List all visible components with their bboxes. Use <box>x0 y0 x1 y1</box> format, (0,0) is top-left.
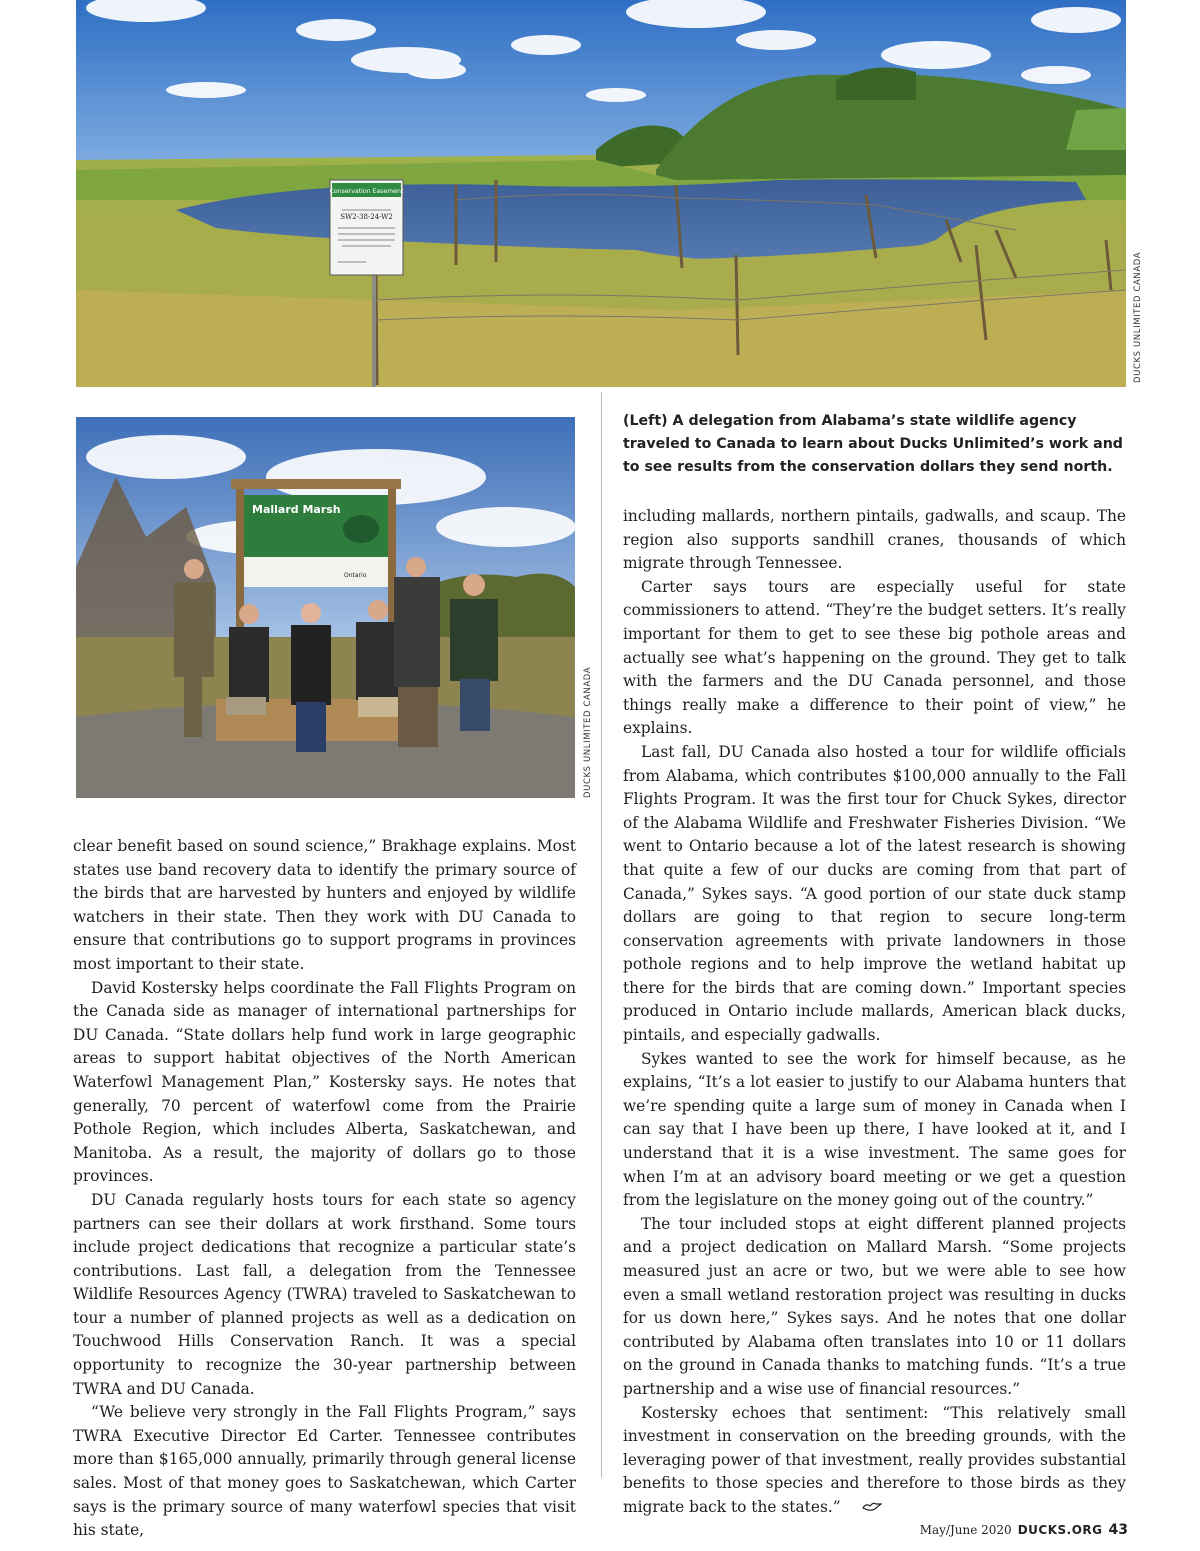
paragraph: Sykes wanted to see the work for himself because, as he explains, “It’s a lot easier to justify to our Alabama hunters that we’re spending quite a large sum of money in Canada when I can say that I have been up there, I have looked at it, and I understand that it is a wise investment. The same goes for when I’m at an advisory board meeting or we get a question from the legislature on the money going out of the country.” <box>623 1049 1126 1210</box>
left-column <box>73 835 576 1543</box>
page-number: 43 <box>1108 1522 1128 1538</box>
issue-date: May/June 2020 <box>919 1523 1012 1537</box>
delegation-photo <box>76 417 575 798</box>
closing-paragraph-text: Kostersky echoes that sentiment: “This relatively small investment in conservation on the breeding grounds, with the leveraging power of that investment, really provides substantial benefits to those species and therefore to those birds as they migrate back to the states.” <box>623 1403 1126 1516</box>
photo-credit-group: DUCKS UNLIMITED CANADA <box>583 666 593 798</box>
paragraph: David Kostersky helps coordinate the Fall Flights Program on the Canada side as manager of international partnerships for DU Canada. “State dollars help fund work in large geographic areas to support habitat objectives of the North American Waterfowl Management Plan,” Kostersky says. He notes that generally, 70 percent of waterfowl come from the Prairie Pothole Region, which includes Alberta, Saskatchewan, and Manitoba. As a result, the majority of dollars go to those provinces. <box>73 978 576 1186</box>
column-divider <box>601 392 602 1478</box>
page-footer <box>920 1522 1128 1538</box>
mallard-marsh-sign <box>244 495 388 587</box>
paragraph: clear benefit based on sound science,” Brakhage explains. Most states use band recovery data to identify the primary source of the birds that are harvested by hunters and enjoyed by wildlife watchers in their state. Then they work with DU Canada to ensure that contributions go to support programs in provinces most important to their state. <box>73 837 576 973</box>
paragraph: Carter says tours are especially useful for state commissioners to attend. “They’re the budget setters. It’s really important for them to get to see these big pothole areas and actually see what’s happening on the ground. They get to talk with the farmers and the DU Canada personnel, and those things really make a difference to their point of view,” he explains. <box>623 577 1126 738</box>
sign-title-marsh: Mallard Marsh <box>252 503 341 516</box>
easement-sign <box>330 180 404 275</box>
sign-partner: Ontario <box>344 572 367 579</box>
sign-code: SW2-38-24-W2 <box>340 213 393 221</box>
paragraph: The tour included stops at eight different planned projects and a project dedication on Mallard Marsh. “Some projects measured just an acre or two, but we were able to see how even a small wetland restoration project was resulting in ducks for us down here,” Sykes says. And he notes that one dollar contributed by Alabama often translates into 10 or 11 dollars on the ground in Canada thanks to matching funds. “It’s a true partnership and a wise use of financial resources.” <box>623 1214 1126 1398</box>
duck-end-icon <box>844 1496 882 1520</box>
sign-title: Conservation Easement <box>329 188 404 195</box>
paragraph: Last fall, DU Canada also hosted a tour for wildlife officials from Alabama, which contributes $100,000 annually to the Fall Flights Program. It was the first tour for Chuck Sykes, director of the Alabama Wildlife and Freshwater Fisheries Division. “We went to Ontario because a lot of the latest research is showing that quite a few of our ducks are coming from that part of Canada,” Sykes says. “A good portion of our state duck stamp dollars are going to that region to secure long-term conservation agreements with private landowners in those pothole regions and to help improve the wetland habitat up there for the birds that are coming down.” Important species produced in Ontario include mallards, American black ducks, pintails, and especially gadwalls. <box>623 742 1126 1045</box>
paragraph <box>623 1402 1126 1520</box>
photo-credit-top: DUCKS UNLIMITED CANADA <box>1133 251 1143 383</box>
wetland-photo <box>76 0 1126 387</box>
site-name: DUCKS.ORG <box>1017 1523 1103 1537</box>
paragraph: “We believe very strongly in the Fall Flights Program,” says TWRA Executive Director Ed Carter. Tennessee contributes more than $165,000 annually, primarily through general license sales. Most of that money goes to Saskatchewan, which Carter says is the primary source of many waterfowl species that visit his state, <box>73 1403 576 1540</box>
right-column <box>623 505 1126 1520</box>
paragraph: including mallards, northern pintails, gadwalls, and scaup. The region also supports sandhill cranes, thousands of which migrate through Tennessee. <box>623 507 1126 573</box>
photo-caption: (Left) A delegation from Alabama’s state wildlife agency traveled to Canada to learn about Ducks Unlimited’s work and to see results from the conservation dollars they send north. <box>623 413 1123 475</box>
paragraph: DU Canada regularly hosts tours for each state so agency partners can see their dollars at work firsthand. Some tours include project dedications that recognize a particular state’s contributions. Last fall, a delegation from the Tennessee Wildlife Resources Agency (TWRA) traveled to Saskatchewan to tour a number of planned projects as well as a dedication on Touchwood Hills Conservation Ranch. It was a special opportunity to recognize the 30-year partnership between TWRA and DU Canada. <box>73 1190 576 1398</box>
